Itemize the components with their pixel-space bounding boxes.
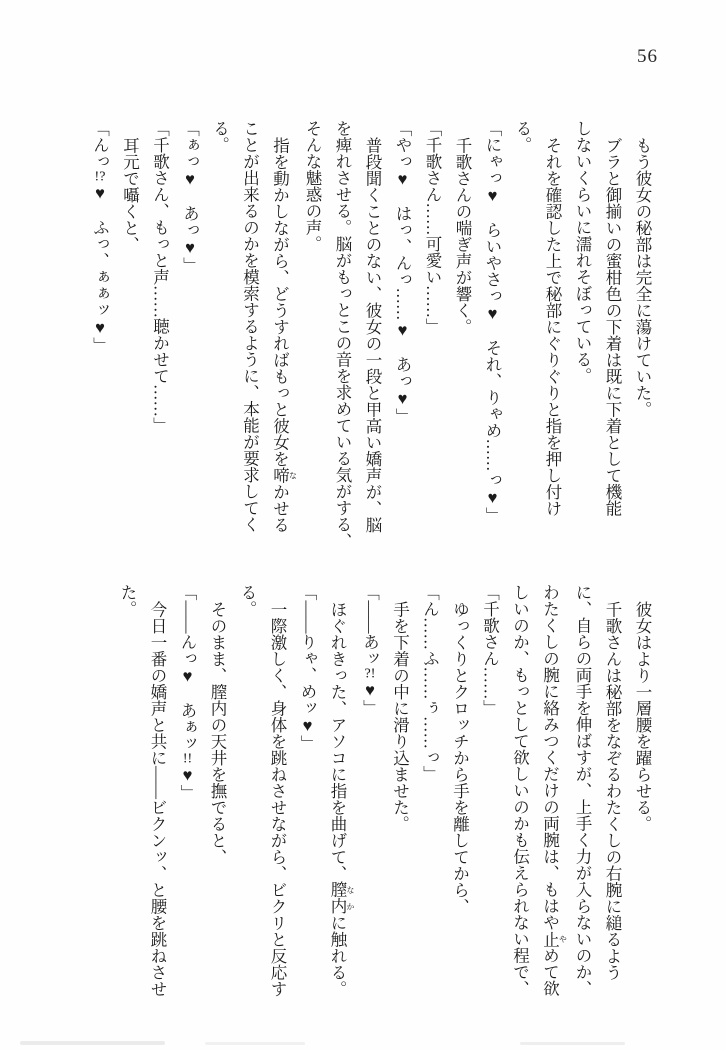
text-line: ゆっくりとクロッチから手を離してから、 bbox=[450, 600, 470, 914]
heart-icon: ♥ bbox=[483, 186, 502, 205]
heart-icon: ♥ bbox=[90, 318, 110, 337]
text-line: 彼女はより一層腰を躍らせる。 bbox=[633, 600, 652, 832]
scan-artifact bbox=[205, 1042, 305, 1045]
text-line: 千歌さんは秘部をなぞるわたくしの右腕に縋るよう bbox=[603, 600, 622, 980]
text-line: 「——あッ?!♥」 bbox=[360, 584, 380, 716]
text-line: もう彼女の秘部は完全に蕩けていた。 bbox=[633, 136, 652, 417]
text-line: 「にゃっ♥ らいやさっ♥ それ、りゃめ……っ♥」 bbox=[483, 120, 502, 524]
ruby-annotated-word: 啼 な bbox=[270, 466, 298, 483]
text-line: 「千歌さん、もっと声……聴かせて……」 bbox=[150, 120, 170, 434]
text-line: 「千歌さん……」 bbox=[480, 584, 500, 716]
emphasis-mark: !! bbox=[182, 751, 193, 766]
text-line: 「やっ♥ はっ、んっ……♥ あっ♥」 bbox=[393, 120, 412, 425]
heart-icon: ♥ bbox=[180, 169, 200, 189]
text-line: 指を動かしながら、どうすればもっと彼女を啼 なかせる bbox=[270, 136, 298, 533]
text-line: しないくらいに濡れそぼっている。 bbox=[573, 120, 592, 384]
upper-text-block bbox=[85, 120, 658, 562]
heart-icon: ♥ bbox=[393, 389, 412, 408]
heart-icon: ♥ bbox=[90, 183, 110, 203]
text-line: 耳元で囁くと、 bbox=[120, 136, 140, 252]
emphasis-mark: !? bbox=[94, 169, 106, 184]
text-line: 一際激しく、身体を跳ねさせながら、ビクリと反応す bbox=[268, 600, 287, 997]
heart-icon: ♥ bbox=[178, 666, 197, 686]
text-line: しいのか、もっとして欲しいのかも伝えられない程で、 bbox=[510, 584, 530, 997]
text-line: 「千歌さん……可愛い……」 bbox=[423, 120, 442, 335]
text-line: そのまま、膣内の天井を撫でると、 bbox=[208, 600, 227, 865]
heart-icon: ♥ bbox=[483, 304, 502, 323]
text-line: 千歌さんの喘ぎ声が響く。 bbox=[453, 136, 472, 335]
heart-icon: ♥ bbox=[180, 238, 200, 257]
text-line: た。 bbox=[118, 584, 137, 617]
text-line: 「ん……ふ……ぅ……っ」 bbox=[420, 584, 440, 782]
heart-icon: ♥ bbox=[483, 488, 502, 507]
page-number: 56 bbox=[637, 46, 658, 67]
heart-icon: ♥ bbox=[393, 320, 412, 340]
text-line: ことが出来るのかを模索するように、本能が要求してく bbox=[240, 120, 260, 533]
text-line: 「——んっ♥ あぁッ!!♥」 bbox=[178, 584, 197, 801]
ruby-annotated-word: 止 や bbox=[540, 930, 568, 947]
text-line: そんな魅惑の声。 bbox=[303, 120, 322, 252]
heart-icon: ♥ bbox=[360, 680, 380, 700]
heart-icon: ♥ bbox=[393, 169, 412, 189]
scan-artifact bbox=[20, 1041, 165, 1045]
text-line: 「——りゃ、めッ♥」 bbox=[298, 584, 317, 752]
text-line: ほぐれきった、アソコに指を曲げて、膣内 なかに触れる。 bbox=[328, 600, 355, 997]
emphasis-mark: ?! bbox=[364, 666, 376, 681]
text-line: に、自らの両手を伸ばすが、上手く力が入らないのか、 bbox=[573, 584, 592, 997]
text-line: 今日一番の嬌声と共に——ビクンッ、と腰を跳ねさせ bbox=[148, 600, 167, 997]
lower-text-block bbox=[112, 584, 657, 1026]
text-line: を痺れさせる。脳がもっとこの音を求めている気がする、 bbox=[333, 120, 352, 549]
text-line: る。 bbox=[210, 120, 230, 153]
text-line: 「んっ!?♥ ふっ、ぁぁッ♥」 bbox=[90, 120, 110, 354]
ruby-annotated-word: 膣内 なか bbox=[328, 881, 355, 914]
scan-artifact bbox=[520, 1042, 625, 1045]
text-line: 手を下着の中に滑り込ませた。 bbox=[390, 600, 410, 832]
heart-icon: ♥ bbox=[298, 716, 317, 735]
text-line: 「ぁっ♥ あっ♥」 bbox=[180, 120, 200, 274]
text-line: 普段聞くことのない、彼女の一段と甲高い嬌声が、脳 bbox=[363, 136, 382, 533]
text-line: ブラと御揃いの蜜柑色の下着は既に下着として機能 bbox=[603, 136, 622, 516]
heart-icon: ♥ bbox=[178, 765, 197, 785]
text-line: る。 bbox=[513, 120, 532, 153]
text-line: わたくしの腕に絡みつくだけの両腕は、もはや止 やめて欲 bbox=[540, 584, 568, 997]
text-line: それを確認した上で秘部にぐりぐりと指を押し付け bbox=[543, 136, 562, 516]
text-line: る。 bbox=[238, 584, 257, 617]
